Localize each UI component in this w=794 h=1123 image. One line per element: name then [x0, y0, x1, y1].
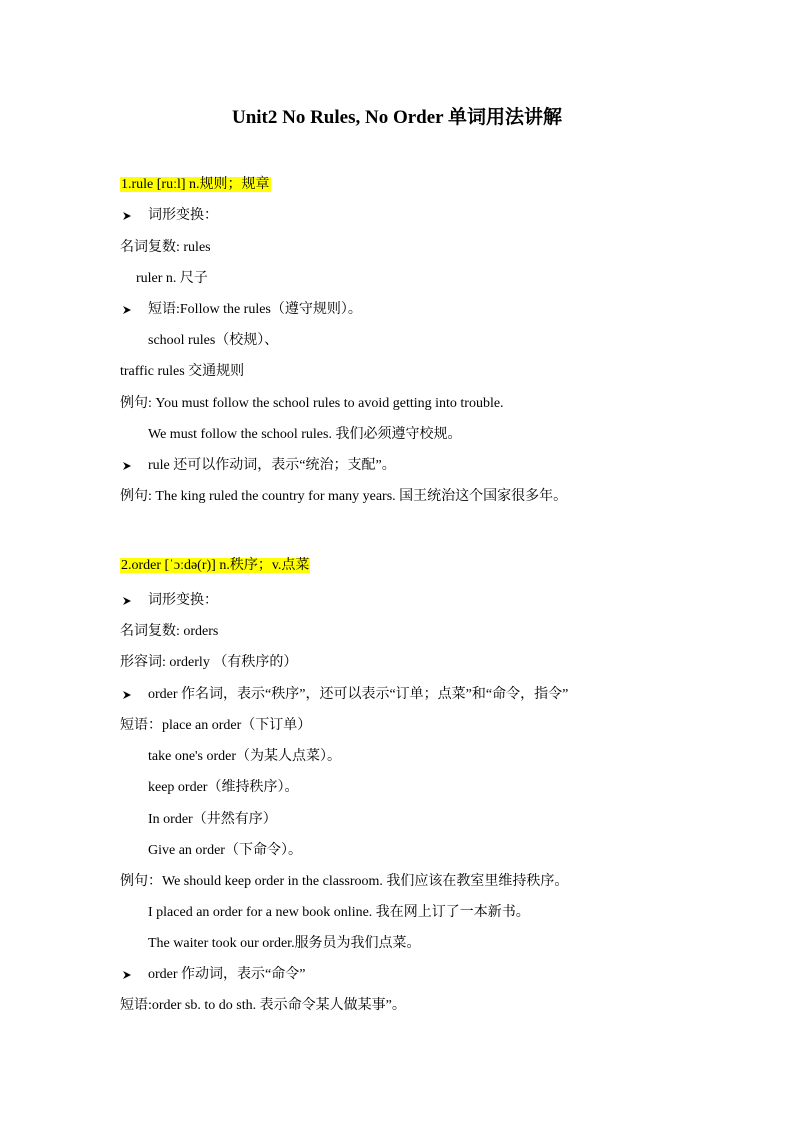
- example-sentence: 例句: You must follow the school rules to avoid getting into trouble.: [120, 396, 504, 411]
- phrase-text: school rules（校规）、: [148, 333, 279, 348]
- section-heading-order: [120, 556, 310, 576]
- adjective-form: 形容词: orderly （有秩序的）: [120, 655, 298, 670]
- list-item: [120, 456, 396, 476]
- usage-note: order 作名词，表示“秩序”，还可以表示“订单；点菜”和“命令，指令”: [148, 687, 569, 702]
- phrase-text: Give an order（下命令）。: [148, 843, 302, 858]
- example-sentence: We must follow the school rules. 我们必须遵守校规。: [148, 427, 462, 442]
- plural-form: 名词复数: rules: [120, 240, 211, 255]
- forms-label: 词形变换：: [148, 208, 218, 223]
- phrase-text: 短语:Follow the rules（遵守规则）。: [148, 302, 362, 317]
- example-sentence: 例句: The king ruled the country for many years. 国王统治这个国家很多年。: [120, 489, 568, 504]
- arrow-bullet-icon: [122, 690, 132, 700]
- phrase-text: keep order（维持秩序）。: [148, 780, 299, 795]
- example-sentence: I placed an order for a new book online. 我在网上订了一本新书。: [148, 905, 530, 920]
- example-sentence: 例句：We should keep order in the classroom. 我们应该在教室里维持秩序。: [120, 874, 569, 889]
- list-item: [120, 685, 568, 705]
- page-title: Unit2 No Rules, No Order 单词用法讲解: [231, 107, 563, 128]
- phrase-text: take one's order（为某人点菜）。: [148, 749, 342, 764]
- phrase-text: traffic rules 交通规则: [120, 364, 245, 379]
- arrow-bullet-icon: [122, 970, 132, 980]
- section-heading-rule: [120, 175, 271, 195]
- highlighted-heading: 1.rule [ruːl] n.规则；规章: [121, 177, 270, 192]
- related-word: ruler n. 尺子: [136, 271, 208, 286]
- arrow-bullet-icon: [122, 596, 132, 606]
- forms-label: 词形变换：: [148, 593, 218, 608]
- example-sentence: The waiter took our order.服务员为我们点菜。: [148, 936, 421, 951]
- arrow-bullet-icon: [122, 461, 132, 471]
- list-item: [120, 965, 305, 985]
- list-item: [120, 206, 218, 226]
- arrow-bullet-icon: [122, 305, 132, 315]
- phrase-text: In order（井然有序）: [148, 812, 277, 827]
- arrow-bullet-icon: [122, 211, 132, 221]
- highlighted-heading: 2.order [ˈɔːdə(r)] n.秩序；v.点菜: [121, 558, 310, 573]
- phrase-text: 短语：place an order（下订单）: [120, 718, 312, 733]
- list-item: [120, 300, 362, 320]
- plural-form: 名词复数: orders: [120, 624, 219, 639]
- usage-note: order 作动词，表示“命令”: [148, 967, 306, 982]
- list-item: [120, 591, 218, 611]
- usage-note: rule 还可以作动词，表示“统治；支配”。: [148, 458, 396, 473]
- phrase-text: 短语:order sb. to do sth. 表示命令某人做某事”。: [120, 998, 406, 1013]
